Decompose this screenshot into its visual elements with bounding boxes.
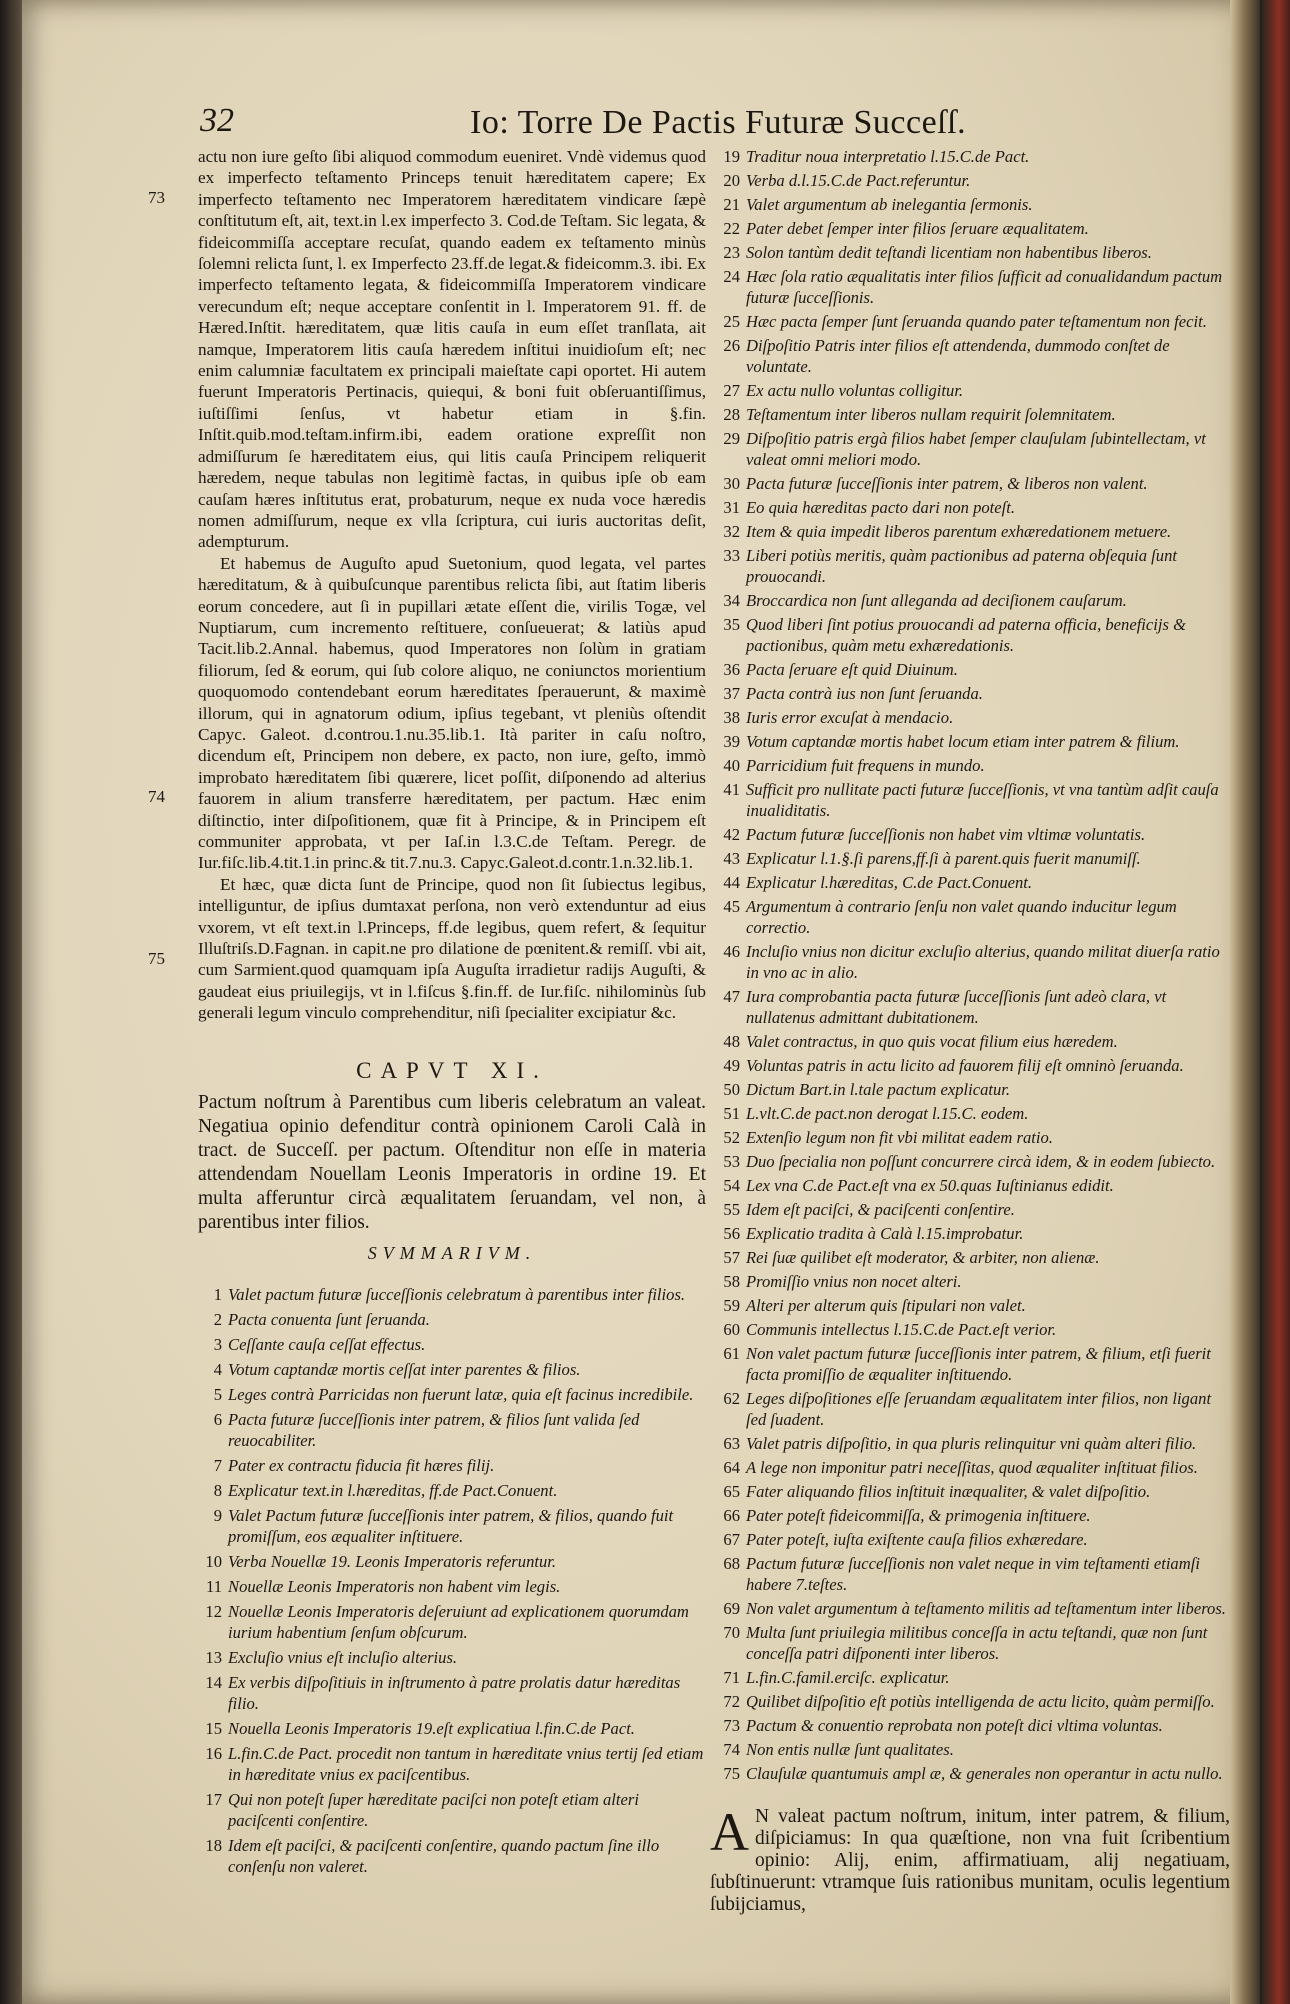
summary-item — [710, 731, 1230, 752]
summary-text: Non valet pactum futuræ ſucceſſionis inter patrem, & filium, etſi fuerit facta promiſſio de æqualiter inſtituendo. — [746, 1344, 1211, 1384]
summary-item — [710, 1457, 1230, 1478]
summary-item — [710, 941, 1230, 983]
summary-text: Duo ſpecialia non poſſunt concurrere circà idem, & in eodem ſubiecto. — [746, 1152, 1216, 1171]
summary-text: Teſtamentum inter liberos nullam requirit ſolemnitatem. — [746, 405, 1116, 424]
summary-item — [198, 1505, 706, 1547]
summary-text: Rei ſuæ quilibet eſt moderator, & arbiter, non alienæ. — [746, 1248, 1100, 1267]
summary-item — [710, 1388, 1230, 1430]
summary-text: Valet argumentum ab inelegantia ſermonis. — [746, 195, 1033, 214]
summary-number: 35 — [723, 615, 740, 634]
summary-number: 11 — [206, 1577, 222, 1597]
summary-number: 29 — [723, 429, 740, 448]
summary-number: 72 — [723, 1692, 740, 1711]
summary-number: 44 — [723, 873, 740, 892]
summary-text: Pactum futuræ ſucceſſionis non habet vim vltimæ voluntatis. — [746, 825, 1146, 844]
left-column — [198, 146, 706, 1881]
summary-text: Explicatur l.hæreditas, C.de Pact.Conuent. — [746, 873, 1033, 892]
summary-text: Votum captandæ mortis ceſſat inter parentes & filios. — [228, 1360, 581, 1380]
summary-number: 9 — [213, 1506, 222, 1526]
paragraph: Et hæc, quæ dicta ſunt de Principe, quod non ſit ſubiectus legibus, intelliguntur, de ipſius dumtaxat perſona, non verò extenduntur ad eius vxorem, vt eſt text.in l.Princeps, ff.de legibus, quem refert, & ſequitur Illuſtriſs.D.Fagnan. in capit.ne pro dilatione de pœnitent.& remiſſ. vbi ait, cum Sarmient.quod quamquam ipſa Auguſta irradietur radijs Auguſti, & gaudeat eius priuilegijs, vt in l.fiſcus §.fin.ff. de Iur.fiſc. nihilominùs ſub generali legum vinculo comprehenditur, niſi ſpecialiter excipiatur &c. — [198, 874, 706, 1023]
summary-number: 2 — [213, 1310, 222, 1330]
summary-text: Nouellæ Leonis Imperatoris non habent vim legis. — [228, 1577, 561, 1597]
summary-item — [710, 1295, 1230, 1316]
summary-text: Pater debet ſemper inter filios ſeruare æqualitatem. — [746, 219, 1089, 238]
summary-item — [198, 1284, 706, 1305]
summary-item — [710, 824, 1230, 845]
summary-item — [710, 428, 1230, 470]
summary-item — [710, 1319, 1230, 1340]
summary-number: 49 — [723, 1056, 740, 1075]
summary-item — [710, 242, 1230, 263]
summary-number: 57 — [723, 1248, 740, 1267]
summary-number: 38 — [723, 708, 740, 727]
summary-item — [710, 1151, 1230, 1172]
chapter-title: CAPVT XI. — [356, 1057, 548, 1083]
summary-text: Ex actu nullo voluntas colligitur. — [746, 381, 964, 400]
summary-number: 70 — [723, 1623, 740, 1642]
summary-number: 13 — [205, 1648, 222, 1668]
summary-text: Leges contrà Parricidas non fuerunt latæ, quia eſt facinus incredibile. — [228, 1385, 694, 1405]
summary-item — [710, 1529, 1230, 1550]
summary-number: 58 — [723, 1272, 740, 1291]
summary-text: Nouella Leonis Imperatoris 19.eſt explicatiua l.fin.C.de Pact. — [228, 1719, 635, 1739]
right-column — [710, 146, 1230, 1916]
summary-number: 5 — [213, 1385, 222, 1405]
summary-text: Explicatur l.1.§.ſi parens,ff.ſi à parent.quis fuerit manumiſſ. — [746, 849, 1141, 868]
summary-number: 54 — [723, 1176, 740, 1195]
summary-text: Promiſſio vnius non nocet alteri. — [746, 1272, 962, 1291]
summary-number: 56 — [723, 1224, 740, 1243]
summary-number: 25 — [723, 312, 740, 331]
summary-item — [710, 1031, 1230, 1052]
chapter-argument: Pactum noſtrum à Parentibus cum liberis celebratum an valeat. Negatiua opinio defenditur contrà opinionem Caroli Calà in tract. de Succeſſ. per pactum. Oſtenditur non eſſe in materia attendendam Nouellam Leonis Imperatoris in ordine 19. Et multa afferuntur circà æqualitatem ſeruandam, vel non, à parentibus inter filios. — [198, 1092, 706, 1234]
summary-number: 10 — [205, 1552, 222, 1572]
summary-number: 37 — [723, 684, 740, 703]
summary-item — [710, 1271, 1230, 1292]
summary-item — [710, 1763, 1230, 1784]
summary-item — [198, 1576, 706, 1597]
summary-number: 19 — [723, 147, 740, 166]
summary-item — [710, 404, 1230, 425]
summary-number: 64 — [723, 1458, 740, 1477]
summary-text: L.fin.C.famil.erciſc. explicatur. — [746, 1668, 950, 1687]
summary-item — [710, 1175, 1230, 1196]
summary-text: Argumentum à contrario ſenſu non valet quando inducitur legum correctio. — [746, 897, 1177, 937]
summary-text: L.fin.C.de Pact. procedit non tantum in hæreditate vnius tertij ſed etiam in hæreditate vnius ex paciſcentibus. — [228, 1744, 704, 1785]
summary-text: Iuris error excuſat à mendacio. — [746, 708, 954, 727]
summary-text: Pacta contrà ius non ſunt ſeruanda. — [746, 684, 983, 703]
summary-item — [710, 1247, 1230, 1268]
summary-number: 28 — [723, 405, 740, 424]
summary-text: Votum captandæ mortis habet locum etiam inter patrem & filium. — [746, 732, 1180, 751]
summary-text: Hæc ſola ratio æqualitatis inter filios ſufficit ad conualidandum pactum futuræ ſucceſſionis. — [746, 267, 1223, 307]
summary-text: Diſpoſitio patris ergà filios habet ſemper clauſulam ſubintellectam, vt valeat omni meliori modo. — [746, 429, 1206, 469]
summary-number: 4 — [213, 1360, 222, 1380]
summary-item — [710, 1622, 1230, 1664]
summary-text: Pactum futuræ ſucceſſionis non valet neque in vim teſtamenti etiamſi habere 7.teſtes. — [746, 1554, 1200, 1594]
summary-item — [710, 848, 1230, 869]
summary-number: 8 — [213, 1481, 222, 1501]
summary-text: Non entis nullæ ſunt qualitates. — [746, 1740, 954, 1759]
summary-item — [710, 146, 1230, 167]
summary-text: Parricidium fuit frequens in mundo. — [746, 756, 985, 775]
summary-number: 1 — [213, 1285, 222, 1305]
summary-number: 43 — [723, 849, 740, 868]
summary-number: 41 — [723, 780, 740, 799]
summary-number: 32 — [723, 522, 740, 541]
summary-text: Iura comprobantia pacta futuræ ſucceſſionis ſunt adeò clara, vt nullatenus admittant dubitationem. — [746, 987, 1167, 1027]
summary-text: Dictum Bart.in l.tale pactum explicatur. — [746, 1080, 1011, 1099]
summary-item — [198, 1359, 706, 1380]
summary-item — [710, 1598, 1230, 1619]
summary-text: A lege non imponitur patri neceſſitas, quod æqualiter inſtituat filios. — [746, 1458, 1198, 1477]
summary-item — [710, 497, 1230, 518]
summary-text: Ceſſante cauſa ceſſat effectus. — [228, 1335, 426, 1355]
summary-item — [710, 266, 1230, 308]
summarium-title: SVMMARIVM. — [367, 1243, 537, 1264]
summary-text: Incluſio vnius non dicitur excluſio alterius, quando militat diuerſa ratio in vno ac in alio. — [746, 942, 1220, 982]
summary-number: 62 — [723, 1389, 740, 1408]
summary-item — [710, 590, 1230, 611]
book-spine-shadow — [1230, 0, 1260, 2004]
summary-text: Excluſio vnius eſt incluſio alterius. — [228, 1648, 458, 1668]
summary-text: Leges diſpoſitiones eſſe ſeruandam æqualitatem inter filios, non ligant ſed ſuadent. — [746, 1389, 1212, 1429]
summary-item — [710, 659, 1230, 680]
summary-item — [710, 1481, 1230, 1502]
margin-number: 74 — [148, 787, 165, 806]
summary-item — [710, 380, 1230, 401]
summary-number: 69 — [723, 1599, 740, 1618]
summary-number: 21 — [723, 195, 740, 214]
summary-number: 68 — [723, 1554, 740, 1573]
summary-number: 55 — [723, 1200, 740, 1219]
summary-number: 48 — [723, 1032, 740, 1051]
summary-text: Clauſulæ quantumuis ampl æ, & generales non operantur in actu nullo. — [746, 1764, 1223, 1783]
summary-number: 12 — [205, 1602, 222, 1622]
summary-number: 24 — [723, 267, 740, 286]
summary-number: 71 — [723, 1668, 740, 1687]
summary-text: Alteri per alterum quis ſtipulari non valet. — [746, 1296, 1026, 1315]
summary-number: 26 — [723, 336, 740, 355]
summary-text: Pater poteſt, iuſta exiſtente cauſa filios exhæredare. — [746, 1530, 1088, 1549]
summary-item — [710, 779, 1230, 821]
summary-text: Qui non poteſt ſuper hæreditate paciſci non poteſt etiam alteri paciſcenti conſentire. — [228, 1790, 639, 1831]
summary-number: 16 — [205, 1744, 222, 1764]
summary-item — [710, 1127, 1230, 1148]
summary-text: Sufficit pro nullitate pacti futuræ ſucceſſionis, vt vna tantùm adſit cauſa inualiditatis. — [746, 780, 1219, 820]
summary-item — [710, 1553, 1230, 1595]
summary-number: 34 — [723, 591, 740, 610]
summary-text: Pacta futuræ ſucceſſionis inter patrem, & filios ſunt valida ſed reuocabiliter. — [228, 1410, 640, 1451]
summary-text: Lex vna C.de Pact.eſt vna ex 50.quas Iuſtinianus edidit. — [746, 1176, 1114, 1195]
summary-number: 3 — [213, 1335, 222, 1355]
summary-number: 33 — [723, 546, 740, 565]
summary-text: Quod liberi ſint potius prouocandi ad paterna officia, beneficijs & pactionibus, quàm metu exhæredationis. — [746, 615, 1187, 655]
summary-item — [710, 1343, 1230, 1385]
summary-number: 20 — [723, 171, 740, 190]
summary-text: Pacta ſeruare eſt quid Diuinum. — [746, 660, 958, 679]
summary-text: Idem eſt paciſci, & paciſcenti conſentire. — [746, 1200, 1015, 1219]
summary-text: Pactum & conuentio reprobata non poteſt dici vltima voluntas. — [746, 1716, 1163, 1735]
summary-text: Communis intellectus l.15.C.de Pact.eſt verior. — [746, 1320, 1057, 1339]
summary-number: 14 — [205, 1673, 222, 1693]
summary-item — [710, 521, 1230, 542]
summary-item — [198, 1647, 706, 1668]
summary-item — [710, 1691, 1230, 1712]
summary-number: 66 — [723, 1506, 740, 1525]
summary-item — [198, 1743, 706, 1785]
summary-item — [710, 170, 1230, 191]
summary-number: 36 — [723, 660, 740, 679]
summary-item — [710, 986, 1230, 1028]
summary-text: Valet pactum futuræ ſucceſſionis celebratum à parentibus inter filios. — [228, 1285, 686, 1305]
summary-item — [710, 194, 1230, 215]
summary-text: Liberi potiùs meritis, quàm pactionibus ad paterna obſequia ſunt prouocandi. — [746, 546, 1177, 586]
summary-item — [710, 1055, 1230, 1076]
summary-number: 63 — [723, 1434, 740, 1453]
summary-text: Pater poteſt fideicommiſſa, & primogenia inſtituere. — [746, 1506, 1091, 1525]
summary-text: Pacta conuenta ſunt ſeruanda. — [228, 1310, 430, 1330]
summary-item — [198, 1835, 706, 1877]
page-header — [200, 102, 1160, 146]
summary-text: Voluntas patris in actu licito ad fauorem filij eſt omninò ſeruanda. — [746, 1056, 1184, 1075]
running-title: Io: Torre De Pactis Futuræ Succeſſ. — [470, 104, 967, 141]
summary-item — [710, 896, 1230, 938]
summary-number: 7 — [213, 1456, 222, 1476]
summary-text: Extenſio legum non fit vbi militat eadem ratio. — [746, 1128, 1053, 1147]
summary-number: 27 — [723, 381, 740, 400]
summary-number: 52 — [723, 1128, 740, 1147]
summary-item — [198, 1718, 706, 1739]
summary-number: 46 — [723, 942, 740, 961]
summary-text: Valet Pactum futuræ ſucceſſionis inter patrem, & filios, quando fuit promiſſum, eos æqualiter inſtituere. — [228, 1506, 674, 1547]
summary-item — [710, 1223, 1230, 1244]
page-number: 32 — [200, 102, 234, 139]
summary-text: Ex verbis diſpoſitiuis in inſtrumento à patre prolatis datur hæreditas filio. — [228, 1673, 681, 1714]
summary-item — [710, 614, 1230, 656]
summary-list-left — [198, 1284, 706, 1877]
summary-item — [710, 1079, 1230, 1100]
summary-item — [710, 218, 1230, 239]
summary-item — [710, 707, 1230, 728]
summary-text: Traditur noua interpretatio l.15.C.de Pact. — [746, 147, 1030, 166]
summary-item — [198, 1789, 706, 1831]
summary-text: Pacta futuræ ſucceſſionis inter patrem, & liberos non valent. — [746, 474, 1148, 493]
summary-item — [710, 1715, 1230, 1736]
summary-text: Hæc pacta ſemper ſunt ſeruanda quando pater teſtamentum non fecit. — [746, 312, 1207, 331]
summary-item — [710, 335, 1230, 377]
summary-item — [710, 1667, 1230, 1688]
summary-item — [198, 1409, 706, 1451]
summary-number: 67 — [723, 1530, 740, 1549]
summary-text: Eo quia hæreditas pacto dari non poteſt. — [746, 498, 1016, 517]
drop-cap: A — [710, 1802, 749, 1862]
summary-text: Verba d.l.15.C.de Pact.referuntur. — [746, 171, 971, 190]
summary-item — [710, 1505, 1230, 1526]
paragraph-text: N valeat pactum noſtrum, initum, inter patrem, & filium, diſpiciamus: In qua quæſtione, non vna fuit ſcribentium opinio: Alij, enim, affirmatiuam, alij negatiuam, ſubſtinuerunt: vtramque ſuis rationibus munitam, oculis legentium ſubijciamus, — [710, 1806, 1230, 1915]
margin-number: 73 — [148, 188, 165, 207]
summary-item — [198, 1309, 706, 1330]
summary-text: Non valet argumentum à teſtamento militis ad teſtamentum inter liberos. — [746, 1599, 1226, 1618]
summary-text: Nouellæ Leonis Imperatoris deſeruiunt ad explicationem quorumdam iurium habentium ſenſum obſcurum. — [228, 1602, 689, 1643]
summary-item — [710, 473, 1230, 494]
summary-number: 6 — [213, 1410, 222, 1430]
summary-item — [710, 311, 1230, 332]
summary-number: 31 — [723, 498, 740, 517]
summary-number: 60 — [723, 1320, 740, 1339]
summary-number: 75 — [723, 1764, 740, 1783]
summary-number: 30 — [723, 474, 740, 493]
summary-item — [710, 545, 1230, 587]
summary-text: Explicatio tradita à Calà l.15.improbatur. — [746, 1224, 1024, 1243]
summary-number: 51 — [723, 1104, 740, 1123]
summary-item — [198, 1551, 706, 1572]
summary-text: Explicatur text.in l.hæreditas, ff.de Pact.Conuent. — [228, 1481, 558, 1501]
summary-number: 15 — [205, 1719, 222, 1739]
summary-number: 17 — [205, 1790, 222, 1810]
summary-text: Verba Nouellæ 19. Leonis Imperatoris referuntur. — [228, 1552, 557, 1572]
summary-number: 39 — [723, 732, 740, 751]
summary-text: Fater aliquando filios inſtituit inæqualiter, & valet diſpoſitio. — [746, 1482, 1151, 1501]
summary-item — [198, 1672, 706, 1714]
summary-text: Multa ſunt priuilegia militibus conceſſa in actu teſtandi, quæ non ſunt conceſſa patri diſponenti inter liberos. — [746, 1623, 1208, 1663]
summary-number: 61 — [723, 1344, 740, 1363]
summary-number: 65 — [723, 1482, 740, 1501]
summary-item — [710, 1199, 1230, 1220]
summary-item — [198, 1480, 706, 1501]
summary-list-right — [710, 146, 1230, 1784]
summary-number: 40 — [723, 756, 740, 775]
summary-item — [710, 872, 1230, 893]
summary-item — [198, 1384, 706, 1405]
summary-text: Solon tantùm dedit teſtandi licentiam non habentibus liberos. — [746, 243, 1152, 262]
summary-number: 50 — [723, 1080, 740, 1099]
summary-text: Broccardica non ſunt alleganda ad deciſionem cauſarum. — [746, 591, 1127, 610]
summary-item — [710, 755, 1230, 776]
opening-paragraph — [710, 1802, 1230, 1916]
paragraph: Et habemus de Auguſto apud Suetonium, quod legata, vel partes hæreditatum, & à quibuſcunque parentibus relicta ſibi, aut ſtatim liberis eorum concedere, aut ſi in pupillari ætate eſſent die, virilis Togæ, vel Nuptiarum, cum incremento reſtituere, conſueuerat; & latiùs apud Tacit.lib.2.Annal. habemus, quod Imperatores non ſolùm in gratiam filiorum, ſed & eorum, qui ſub colore aliquo, ne coniunctos morientium quoquomodo contendebant eorum hæreditates ſperauerunt, & maximè illorum, qui in agnatorum odium, ipſius tegebant, vt pleniùs oſtendit Capyc. Galeot. d.controu.1.nu.35.lib.1. Ità pariter in caſu noſtro, dicendum eſt, Principem non debere, ex pacto, non iure, geſto, immò improbato hæreditatem ſibi quærere, licet poſſit, diſponendo ad alterius fauorem in alium transferre hæreditatem, per pactum. Hæc enim diſtinctio, inter diſpoſitionem, quæ fit à Principe, & in Principem eſt communiter approbata, vt per Iaſ.in l.3.C.de Teſtam. Peregr. de Iur.fiſc.lib.4.tit.1.in princ.& tit.7.nu.3. Capyc.Galeot.d.contr.1.n.32.lib.1. — [198, 553, 706, 873]
summary-number: 73 — [723, 1716, 740, 1735]
summary-text: L.vlt.C.de pact.non derogat l.15.C. eodem. — [746, 1104, 1029, 1123]
summary-number: 74 — [723, 1740, 740, 1759]
book-cover-edge — [1262, 0, 1290, 2004]
paragraph: actu non iure geſto ſibi aliquod commodum eueniret. Vndè videmus quod ex imperfecto teſtamento Princeps tenuit hæreditatem capere; Ex imperfecto teſtamento nec Imperatorem hæreditatem vindicare ſæpè conſtitutum eſt, ait, text.in l.ex imperfecto 3. Cod.de Teſtam. Sic legata, & fideicommiſſa acceptare recuſat, quando eadem ex teſtamento minùs ſolemni relicta ſunt, l. ex Imperfecto 23.ff.de legat.& fideicomm.3. ibi. Ex imperfecto teſtamento legata, & fideicommiſſa Imperatorem vindicare verecundum eſt; neque acceptare conſentit in l. Imperatorem 91. ff. de Hæred.Inſtit. hæreditatem, quæ litis cauſa in eum eſſet tranſlata, ait namque, Imperatorem litis cauſa hæredem inſtitui inuidioſum eſt; nec enim calumniæ facultatem ex principali maieſtate capi oportet. Hi autem fuerunt Imperatoris Pertinacis, quiequi, & boni fuit obſeruantiſſimus, iuſtiſſimi ſenſus, vt habetur etiam in §.fin. Inſtit.quib.mod.teſtam.infirm.ibi, eadem oratione expreſſit non admiſſurum ſe hæreditatem eius, qui litis cauſa Principem reliquerit hæredem, neque tabulas non legitimè factas, in quibus ipſe ob eam cauſam hæres inſtitutus erat, probaturum, neque ex nuda voce hæredis nomen admiſſurum, neque ex vlla ſcriptura, cui iuris auctoritas deſit, adempturum. — [198, 147, 706, 552]
margin-number: 75 — [148, 949, 165, 968]
summary-text: Idem eſt paciſci, & paciſcenti conſentire, quando pactum ſine illo conſenſu non valeret. — [228, 1836, 660, 1877]
summary-number: 59 — [723, 1296, 740, 1315]
summary-item — [198, 1455, 706, 1476]
summary-item — [710, 683, 1230, 704]
summary-number: 42 — [723, 825, 740, 844]
summary-number: 53 — [723, 1152, 740, 1171]
summary-number: 18 — [205, 1836, 222, 1856]
summary-item — [198, 1601, 706, 1643]
summary-text: Pater ex contractu fiducia fit hæres filij. — [228, 1456, 495, 1476]
summary-text: Quilibet diſpoſitio eſt potiùs intelligenda de actu licito, quàm permiſſo. — [746, 1692, 1215, 1711]
summary-number: 22 — [723, 219, 740, 238]
summary-number: 45 — [723, 897, 740, 916]
summary-item — [710, 1103, 1230, 1124]
summary-item — [198, 1334, 706, 1355]
summary-number: 47 — [723, 987, 740, 1006]
summary-text: Diſpoſitio Patris inter filios eſt attendenda, dummodo conſtet de voluntate. — [746, 336, 1170, 376]
summary-text: Valet contractus, in quo quis vocat filium eius hæredem. — [746, 1032, 1118, 1051]
summary-text: Valet patris diſpoſitio, in qua pluris relinquitur vni quàm alteri filio. — [746, 1434, 1197, 1453]
summary-number: 23 — [723, 243, 740, 262]
summary-item — [710, 1739, 1230, 1760]
summary-text: Item & quia impedit liberos parentum exhæredationem metuere. — [746, 522, 1172, 541]
summary-item — [710, 1433, 1230, 1454]
